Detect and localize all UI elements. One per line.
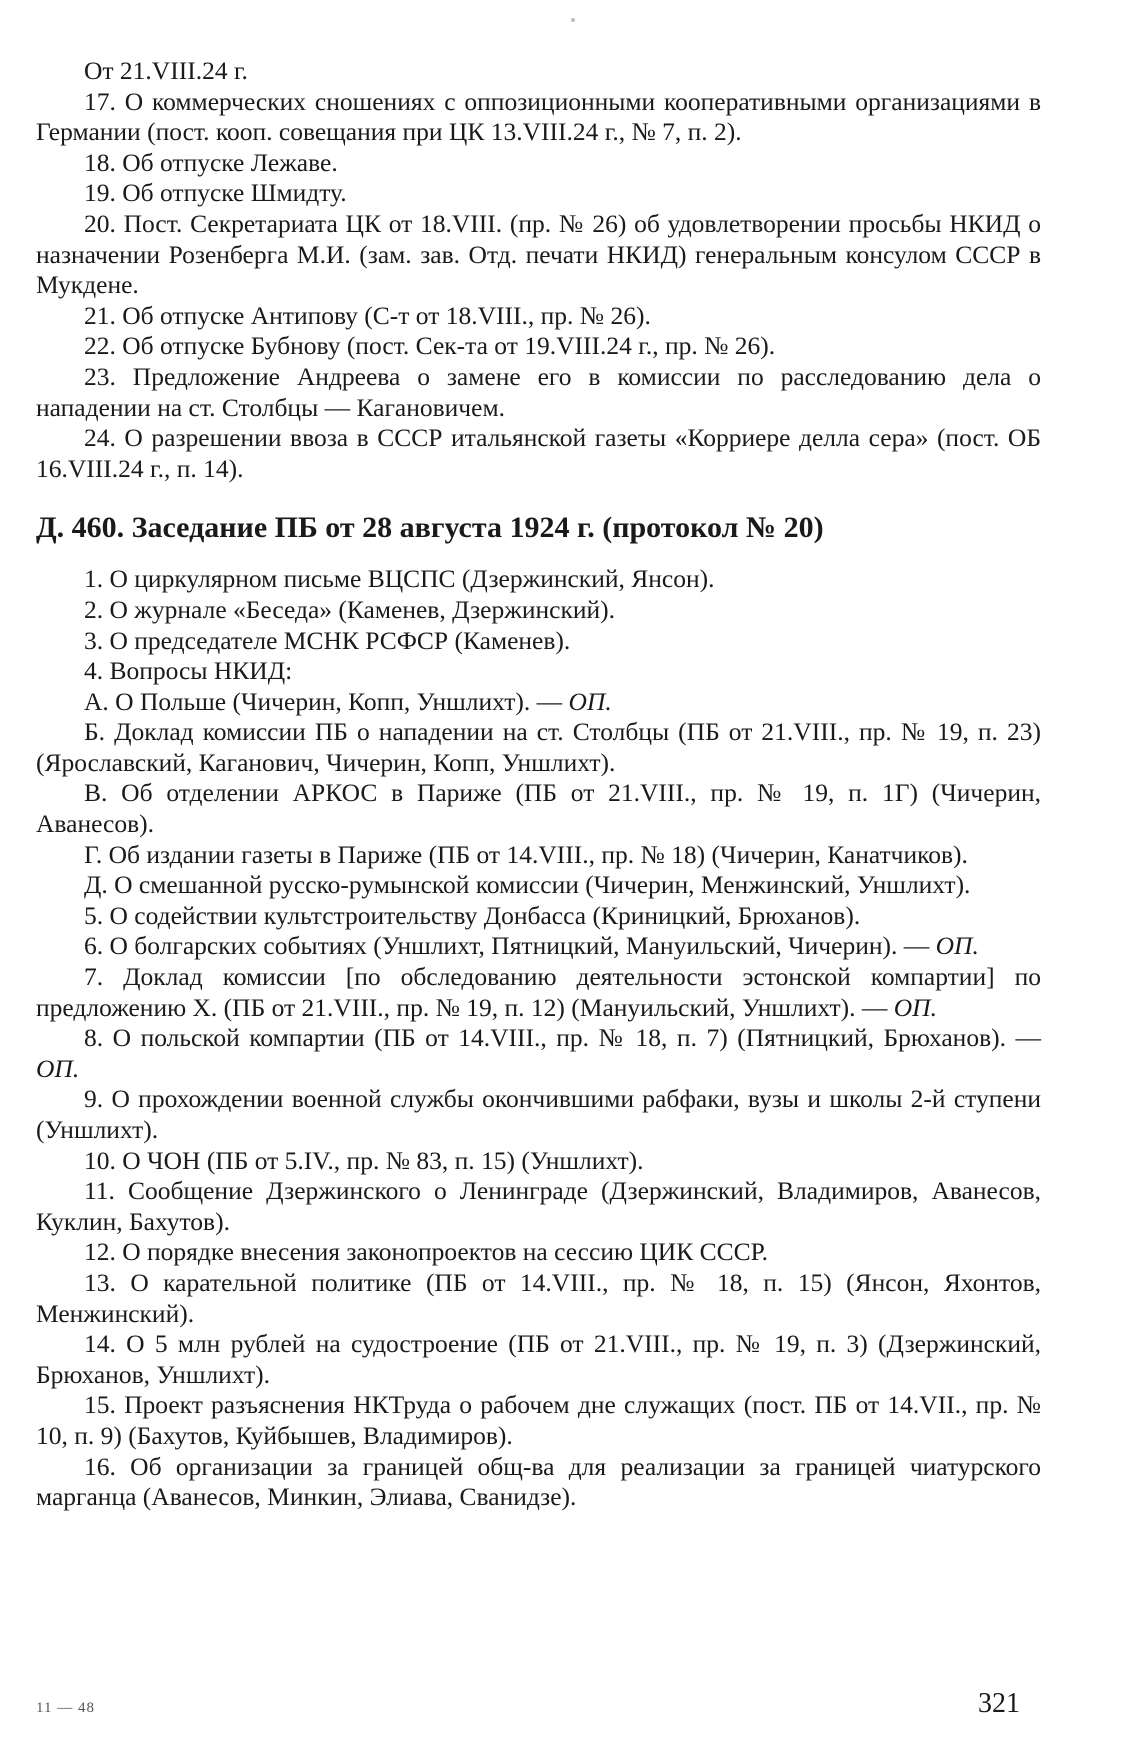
agenda-item bbox=[36, 1023, 1041, 1084]
op-mark: ОП. bbox=[568, 686, 612, 716]
text-column bbox=[36, 56, 1041, 1513]
list-item: 21. Об отпуске Антипову (С-т от 18.VIII., пр. № 26). bbox=[84, 300, 651, 330]
list-item: 20. Пост. Секретариата ЦК от 18.VIII. (пр. № 26) об удовлетворении просьбы НКИД о назначении Розенберга М.И. (зам. зав. Отд. печати НКИД) генеральным консулом СССР в Мукдене. bbox=[36, 208, 1041, 300]
agenda-item: 14. О 5 млн рублей на судостроение (ПБ от 21.VIII., пр. № 19, п. 3) (Дзержинский, Брюханов, Уншлихт). bbox=[36, 1329, 1041, 1389]
agenda-item-text: 7. Доклад комиссии [по обследованию деятельности эстонской компартии] по предложению X. (ПБ от 21.VIII., пр. № 19, п. 12) (Мануильский, Уншлихт). — bbox=[36, 962, 1041, 1022]
agenda-item: 3. О председателе МСНК РСФСР (Каменев). bbox=[84, 625, 571, 655]
op-mark: ОП. bbox=[36, 1053, 80, 1083]
list-item: 17. О коммерческих сношениях с оппозиционными кооперативными организациями в Германии (пост. кооп. совещания при ЦК 13.VIII.24 г., № 7, п. 2). bbox=[36, 86, 1041, 147]
printer-signature: 11 — 48 bbox=[36, 1700, 95, 1716]
agenda-item bbox=[36, 962, 1041, 1023]
agenda-item: 5. О содействии культстроительству Донбасса (Криницкий, Брюханов). bbox=[84, 900, 861, 930]
agenda-item: 16. Об организации за границей общ-ва для реализации за границей чиатурского марганца (Аванесов, Минкин, Элиава, Сванидзе). bbox=[36, 1451, 1041, 1512]
agenda-item: 15. Проект разъяснения НКТруда о рабочем дне служащих (пост. ПБ от 14.VII., пр. № 10, п. 9) (Бахутов, Куйбышев, Владимиров). bbox=[36, 1390, 1041, 1450]
agenda-item: 1. О циркулярном письме ВЦСПС (Дзержинский, Янсон). bbox=[84, 564, 715, 594]
agenda-item: 2. О журнале «Беседа» (Каменев, Дзержинский). bbox=[84, 594, 616, 624]
section-heading: Д. 460. Заседание ПБ от 28 августа 1924 г. (протокол № 20) bbox=[36, 511, 824, 545]
list-item: 24. О разрешении ввоза в СССР итальянской газеты «Корриере делла сера» (пост. ОБ 16.VIII.24 г., п. 14). bbox=[36, 423, 1041, 483]
agenda-item-text: 6. О болгарских событиях (Уншлихт, Пятницкий, Мануильский, Чичерин). — bbox=[84, 931, 936, 961]
list-item: 22. Об отпуске Бубнову (пост. Сек-та от 19.VIII.24 г., пр. № 26). bbox=[84, 331, 776, 361]
agenda-item: 10. О ЧОН (ПБ от 5.IV., пр. № 83, п. 15) (Уншлихт). bbox=[84, 1145, 644, 1175]
agenda-subitem bbox=[36, 687, 1041, 718]
date-line: От 21.VIII.24 г. bbox=[84, 56, 248, 85]
op-mark: ОП. bbox=[935, 931, 979, 961]
agenda-subitem: Б. Доклад комиссии ПБ о нападении на ст. Столбцы (ПБ от 21.VIII., пр. № 19, п. 23) (Ярославский, Каганович, Чичерин, Копп, Уншлихт). bbox=[36, 717, 1041, 777]
agenda-subitem-text: А. О Польше (Чичерин, Копп, Уншлихт). — bbox=[84, 686, 569, 716]
page-number: 321 bbox=[978, 1688, 1020, 1719]
agenda-subitem: Д. О смешанной русско-румынской комиссии (Чичерин, Менжинский, Уншлихт). bbox=[84, 870, 971, 900]
list-item: 23. Предложение Андреева о замене его в комиссии по расследованию дела о нападении на ст. Столбцы — Кагановичем. bbox=[36, 361, 1041, 422]
agenda-item: 13. О карательной политике (ПБ от 14.VIII., пр. № 18, п. 15) (Янсон, Яхонтов, Менжинский). bbox=[36, 1267, 1041, 1328]
print-speck bbox=[571, 18, 575, 22]
list-item: 18. Об отпуске Лежаве. bbox=[84, 147, 338, 177]
agenda-item: 12. О порядке внесения законопроектов на сессию ЦИК СССР. bbox=[84, 1237, 768, 1267]
agenda-item: 4. Вопросы НКИД: bbox=[84, 656, 293, 686]
agenda-subitem: В. Об отделении АРКОС в Париже (ПБ от 21.VIII., пр. № 19, п. 1Г) (Чичерин, Аванесов). bbox=[36, 778, 1041, 839]
op-mark: ОП. bbox=[893, 992, 937, 1022]
agenda-item: 9. О прохождении военной службы окончившими рабфаки, вузы и школы 2-й ступени (Уншлихт). bbox=[36, 1084, 1041, 1144]
agenda-item: 11. Сообщение Дзержинского о Ленинграде (Дзержинский, Владимиров, Аванесов, Куклин, Бахутов). bbox=[36, 1176, 1041, 1236]
agenda-item bbox=[36, 931, 1041, 962]
agenda-subitem: Г. Об издании газеты в Париже (ПБ от 14.VIII., пр. № 18) (Чичерин, Канатчиков). bbox=[84, 839, 968, 869]
agenda-item-text: 8. О польской компартии (ПБ от 14.VIII., пр. № 18, п. 7) (Пятницкий, Брюханов). — bbox=[84, 1023, 1041, 1053]
list-item: 19. Об отпуске Шмидту. bbox=[84, 178, 347, 208]
